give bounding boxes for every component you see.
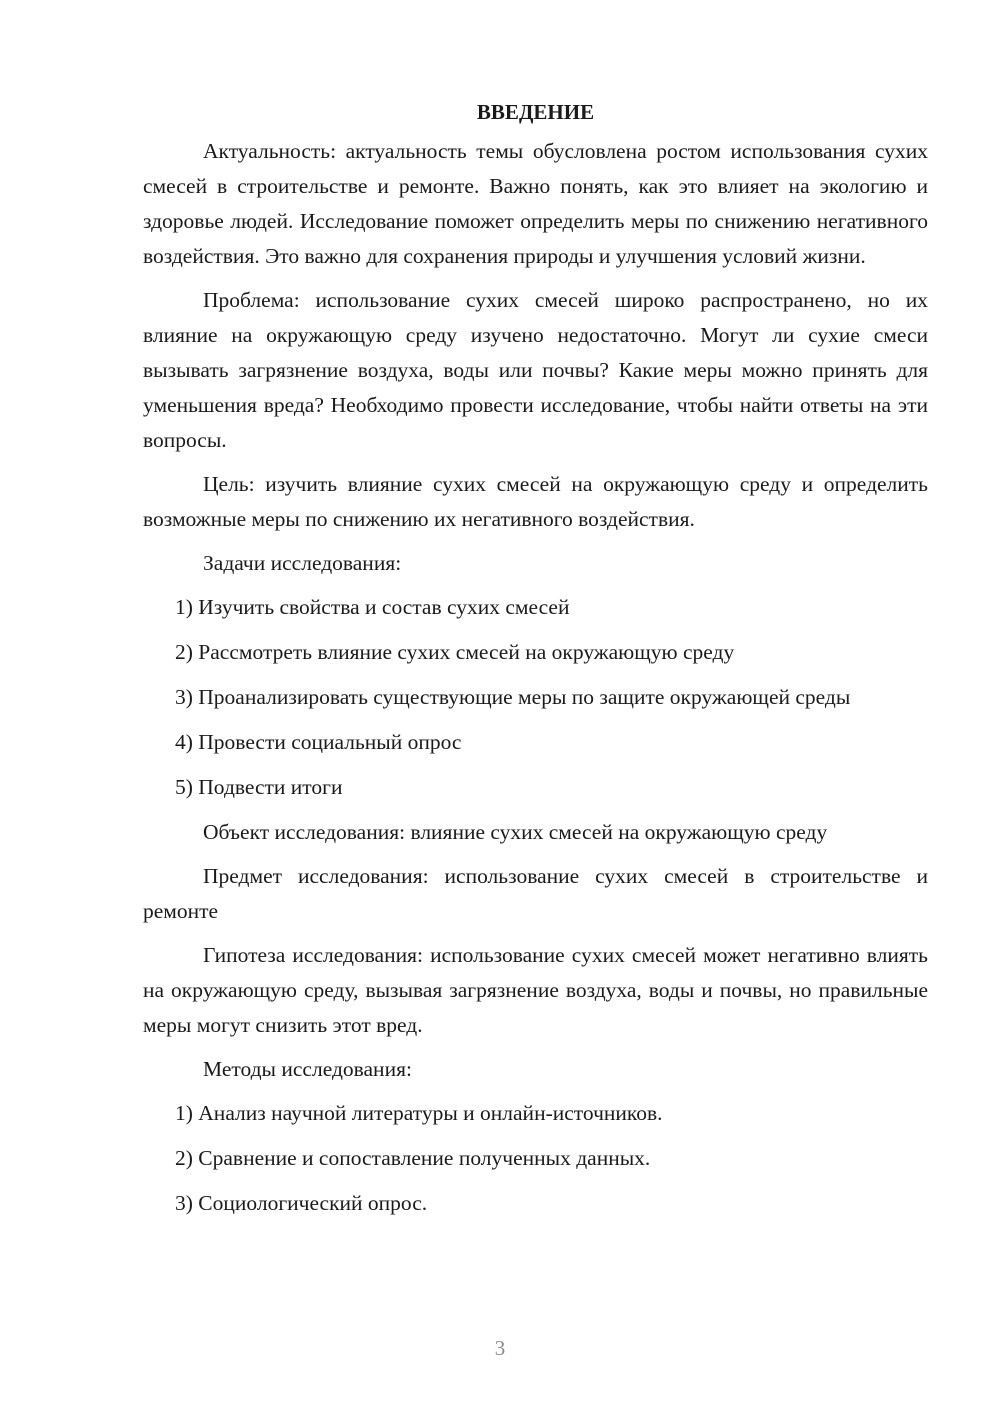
problem-paragraph: Проблема: использование сухих смесей широко распространено, но их влияние на окружающую среду изучено недостаточно. Могут ли сухие смеси вызывать загрязнение воздуха, воды или почвы? Какие меры можно принять для уменьшения вреда? Необходимо провести исследование, чтобы найти ответы на эти вопросы. (143, 288, 928, 452)
method-item: 3) Социологический опрос. (175, 1191, 428, 1215)
object-paragraph: Объект исследования: влияние сухих смесей на окружающую среду (203, 820, 828, 844)
methods-heading: Методы исследования: (203, 1057, 412, 1081)
subject-paragraph: Предмет исследования: использование сухих смесей в строительстве и ремонте (143, 864, 928, 923)
tasks-heading: Задачи исследования: (203, 551, 402, 575)
relevance-paragraph: Актуальность: актуальность темы обусловлена ростом использования сухих смесей в строительстве и ремонте. Важно понять, как это влияет на экологию и здоровье людей. Исследование поможет определить меры по снижению негативного воздействия. Это важно для сохранения природы и улучшения условий жизни. (143, 139, 928, 268)
task-item: 2) Рассмотреть влияние сухих смесей на окружающую среду (175, 640, 735, 664)
task-item: 3) Проанализировать существующие меры по защите окружающей среды (175, 685, 851, 709)
hypothesis-paragraph: Гипотеза исследования: использование сухих смесей может негативно влиять на окружающую среду, вызывая загрязнение воздуха, воды и почвы, но правильные меры могут снизить этот вред. (143, 943, 928, 1037)
goal-paragraph: Цель: изучить влияние сухих смесей на окружающую среду и определить возможные меры по снижению их негативного воздействия. (143, 472, 928, 531)
page-content (143, 96, 928, 1231)
page-number: 3 (494, 1336, 506, 1360)
method-item: 1) Анализ научной литературы и онлайн-источников. (175, 1101, 663, 1125)
method-item: 2) Сравнение и сопоставление полученных данных. (175, 1146, 651, 1170)
task-item: 5) Подвести итоги (175, 775, 343, 799)
page-title: ВВЕДЕНИЕ (476, 100, 595, 124)
task-item: 1) Изучить свойства и состав сухих смесей (175, 595, 570, 619)
task-item: 4) Провести социальный опрос (175, 730, 462, 754)
